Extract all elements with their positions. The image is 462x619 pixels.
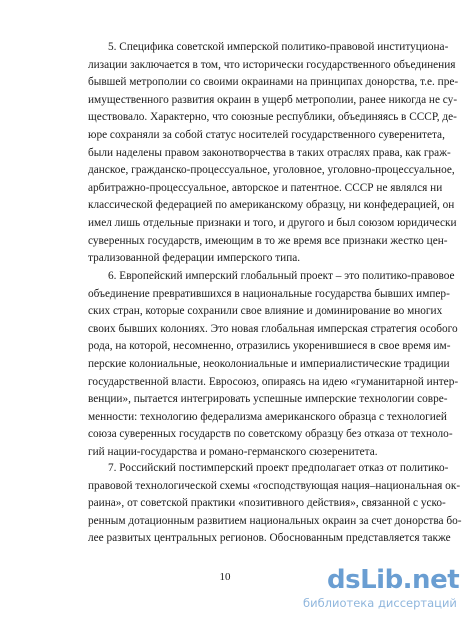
text-line: лизации заключается в том, что исторически государственного объединения [88,58,456,71]
page-number: 10 [219,571,231,583]
text-line: раина», от советской практики «позитивного действия», связанной с уско- [88,497,446,510]
text-line: государственной власти. Евросоюз, опираясь на идею «гуманитарной интер- [88,375,459,388]
watermark [303,565,460,615]
text-line: бывшей метрополии со своими окраинами на принципах донорства, т.е. пре- [88,76,459,89]
text-line: суверенных государств, имеющим в то же время все признаки жестко цен- [88,234,448,247]
text-line: ренным дотационным развитием национальных окраин за счет донорства бо- [88,514,462,527]
text-line: имущественного развития окраин в ущерб метрополии, ранее никогда не су- [88,93,458,106]
watermark-subtitle: библиотека диссертаций [303,596,457,610]
text-line: ществовало. Характерно, что союзные республики, объединяясь в СССР, де- [88,111,457,124]
text-line: правовой технологической схемы «господствующая нация–национальная ок- [88,479,461,492]
text-line: арбитражно-процессуальное, авторское и патентное. СССР не являлся ни [88,181,443,194]
text-line: перские колониальные, неоколониальные и империалистические традиции [88,358,450,370]
watermark-logo: dsLib.net [327,565,460,595]
text-line: гий нации-государства и романо-германского сюзеренитета. [88,446,378,458]
text-line: союза суверенных государств по советскому образцу без отказа от техноло- [88,428,453,441]
text-line: трализованной федерации имперского типа. [88,252,301,265]
text-line: 5. Специфика советской имперской политико-правовой институциона- [108,41,449,53]
text-line: своих бывших колониях. Это новая глобальная имперская стратегия особого [88,322,458,335]
text-line: данское, гражданско-процессуальное, уголовное, уголовно-процессуальное, [88,164,455,177]
text-line: венции», пытается интегрировать успешные имперские технологии совре- [88,393,448,406]
text-line: менности: технологию федерализма американского образца с технологией [88,410,447,423]
text-line: объединение превратившихся в национальные государства бывших импер- [88,287,450,300]
text-line: 7. Российский постимперский проект предполагает отказ от политико- [108,462,449,474]
text-line: юре сохраняли за собой статус носителей государственного суверенитета, [88,129,445,141]
text-line: были наделены правом законотворчества в таких отраслях права, как граж- [88,146,451,159]
text-line: лее развитых центральных регионов. Обоснованным представляется также [88,532,451,545]
text-line: рода, на которой, несомненно, отразились укоренившиеся в свое время им- [88,340,451,353]
text-line: ских стран, которые сохранили свое влияние и доминирование во многих [88,305,443,318]
text-line: имел лишь отдельные признаки и того, и другого и был союзом юридически [88,217,457,229]
text-line: классической федерацией по американскому образцу, ни конфедерацией, он [88,199,455,212]
text-line: 6. Европейский имперский глобальный проект – это политико-правовое [108,270,455,282]
